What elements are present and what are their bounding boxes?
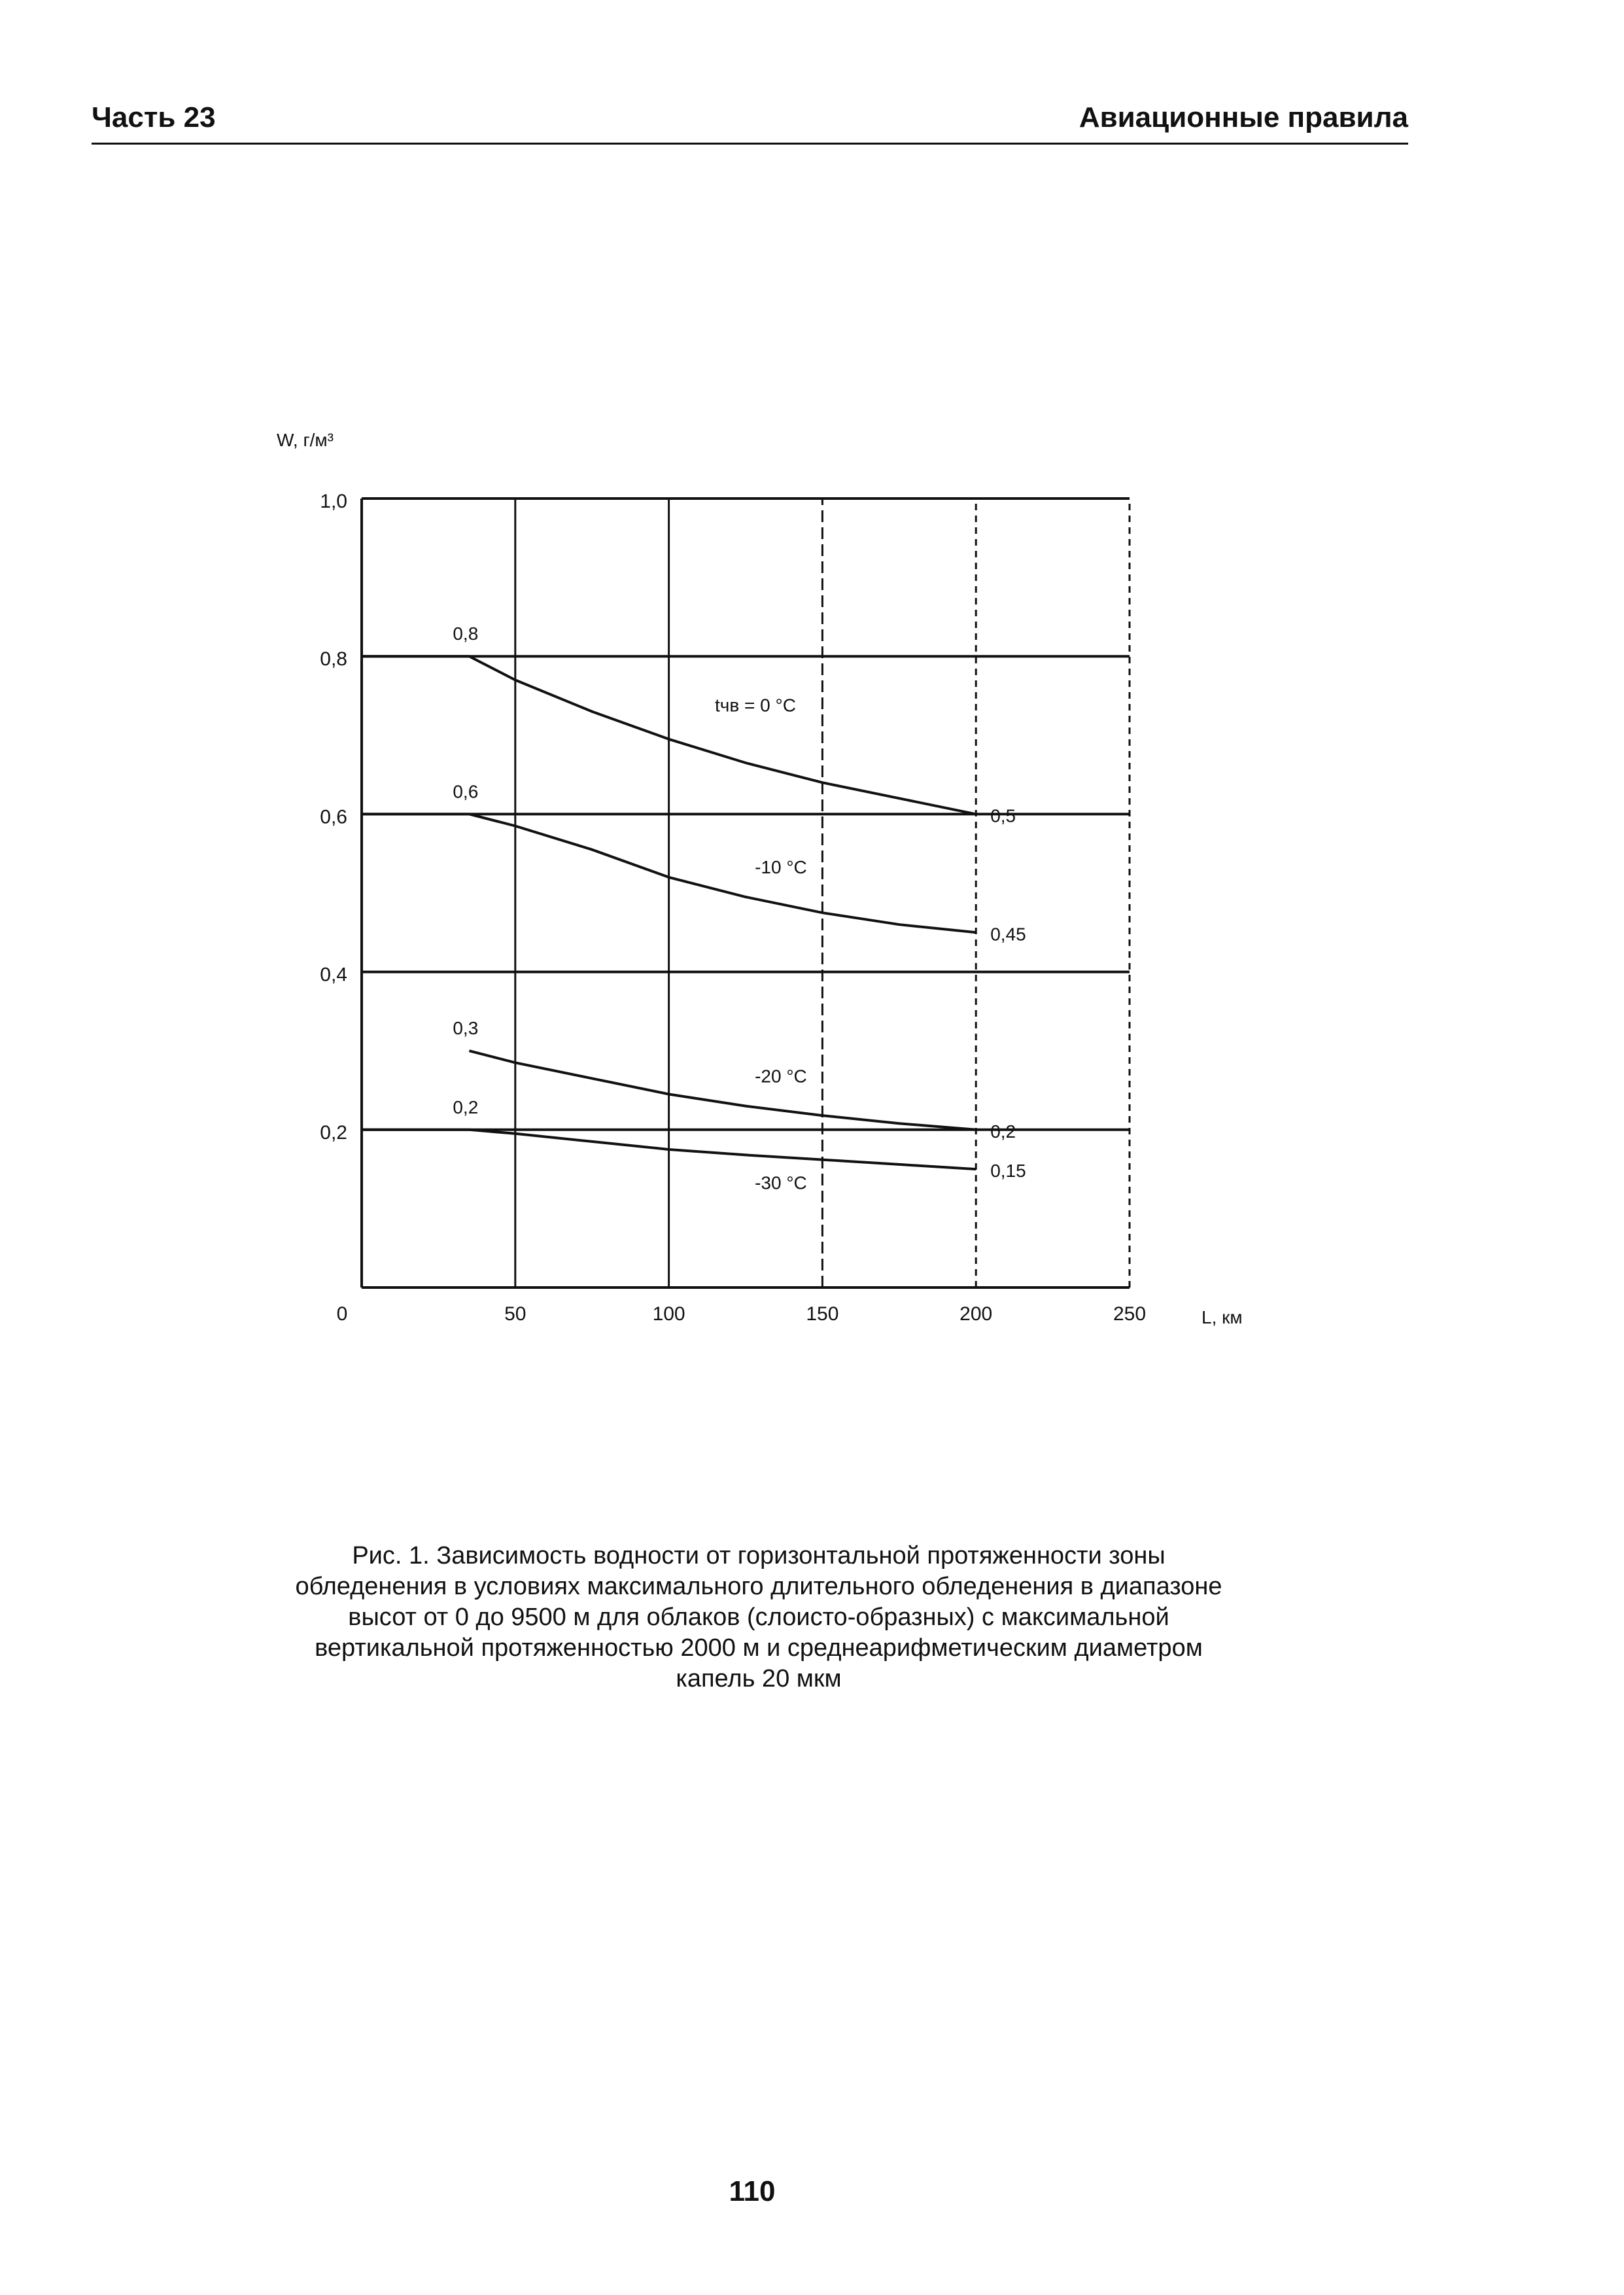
series-temperature-label: -20 °C (755, 1066, 807, 1087)
y-tick-label: 0,4 (320, 964, 347, 986)
page-number: 110 (729, 2175, 776, 2207)
running-header-part: Часть 23 (92, 101, 216, 133)
y-tick-label: 1,0 (320, 491, 347, 512)
series-start-value-label: 0,6 (453, 781, 479, 802)
x-tick-label: 0 (336, 1303, 348, 1325)
running-header-title: Авиационные правила (1079, 101, 1408, 133)
y-tick-label: 0,2 (320, 1121, 347, 1144)
x-tick-label: 250 (1113, 1303, 1147, 1325)
series-temperature-label: -10 °C (755, 856, 807, 877)
x-tick-label: 50 (504, 1303, 527, 1325)
series-start-value-label: 0,2 (453, 1096, 479, 1117)
series-end-value-label: 0,2 (990, 1121, 1016, 1142)
x-tick-label: 100 (652, 1303, 685, 1325)
series-start-value-label: 0,3 (453, 1018, 479, 1039)
x-tick-label: 150 (806, 1303, 839, 1325)
series-temperature-label: tчв = 0 °C (715, 695, 796, 716)
curve-series-2 (469, 1051, 976, 1130)
x-axis-title: L, км (1201, 1307, 1243, 1327)
series-start-value-label: 0,8 (453, 623, 479, 644)
series-end-value-label: 0,15 (990, 1161, 1026, 1182)
y-tick-label: 0,8 (320, 648, 347, 671)
series-end-value-label: 0,5 (990, 805, 1016, 826)
series-temperature-label: -30 °C (755, 1172, 807, 1193)
y-axis-title: W, г/м³ (277, 430, 334, 450)
x-tick-label: 200 (959, 1303, 993, 1325)
y-tick-label: 0,6 (320, 806, 347, 828)
figure-caption: Рис. 1. Зависимость водности от горизонтальной протяженности зоны обледенения в условиях максимального длительного обледенения в диапазоне высот от 0 до 9500 м для облаков (слоисто-образных) с максимальной вертикальной протяженностью 2000 м и среднеарифметическим диаметром капель 20 мкм (295, 1542, 1222, 1692)
series-end-value-label: 0,45 (990, 924, 1026, 945)
